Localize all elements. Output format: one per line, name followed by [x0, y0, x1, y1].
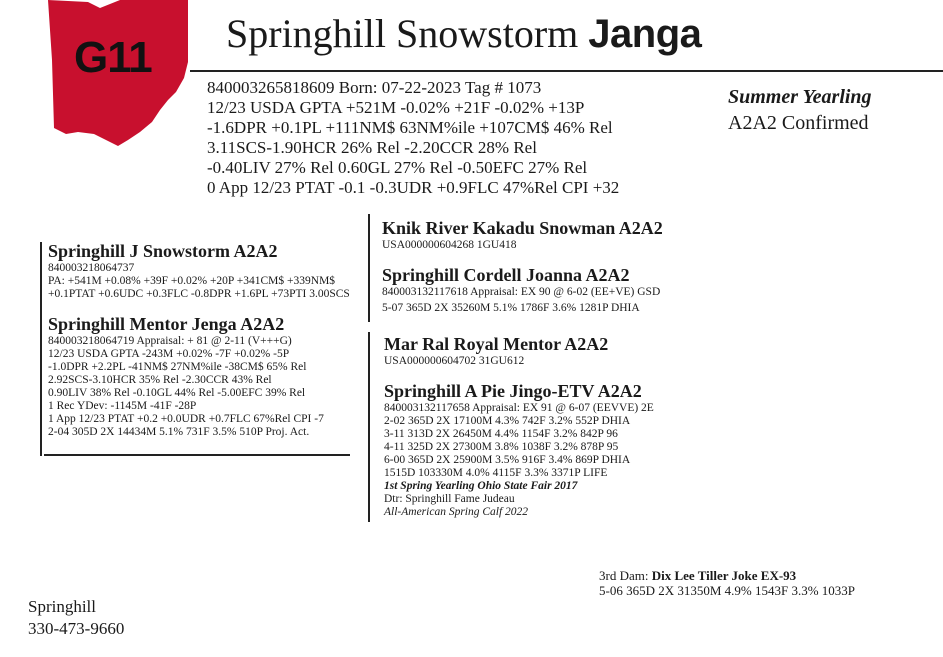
third-dam-name: Dix Lee Tiller Joke EX-93 — [651, 568, 797, 583]
dam-dam-name: Springhill A Pie Jingo-ETV A2A2 — [384, 381, 642, 401]
animal-info — [207, 78, 619, 198]
sire-dam-line: 5-07 365D 2X 35260M 5.1% 1786F 3.6% 1281P DHIA — [382, 302, 640, 314]
dam-dam-note: Dtr: Springhill Fame Judeau — [384, 493, 515, 505]
dam-line: 0.90LIV 38% Rel -0.10GL 44% Rel -5.00EFC 39% Rel — [48, 387, 306, 399]
sire-sire-line: USA000000604268 1GU418 — [382, 239, 517, 251]
sire-line: 840003218064737 — [48, 262, 135, 274]
third-dam-prefix: 3rd Dam: — [599, 568, 652, 583]
sire-dam-name: Springhill Cordell Joanna A2A2 — [382, 265, 630, 285]
sire-dam-block — [382, 264, 660, 315]
info-line: 3.11SCS-1.90HCR 26% Rel -2.20CCR 28% Rel — [207, 138, 537, 157]
sire-dam-line: 840003132117618 Appraisal: EX 90 @ 6-02 (EE+VE) GSD — [382, 286, 661, 298]
pedigree-bracket-left — [40, 242, 42, 456]
dam-dam-line: 3-11 313D 2X 26450M 4.4% 1154F 3.2% 842P 96 — [384, 428, 618, 440]
dam-underline — [44, 454, 350, 456]
dam-line: 12/23 USDA GPTA -243M +0.02% -7F +0.02% -5P — [48, 348, 290, 360]
a2a2-status: A2A2 Confirmed — [728, 112, 869, 134]
dam-dam-line: 4-11 325D 2X 27300M 3.8% 1038F 3.2% 878P 95 — [384, 441, 619, 453]
pedigree-bracket-dam — [368, 332, 370, 522]
dam-line: 1 Rec YDev: -1145M -41F -28P — [48, 400, 197, 412]
info-line: -0.40LIV 27% Rel 0.60GL 27% Rel -0.50EFC 27% Rel — [207, 158, 588, 177]
dam-dam-award2: All-American Spring Calf 2022 — [384, 506, 529, 518]
dam-sire-line: USA000000604702 31GU612 — [384, 355, 525, 367]
dam-sire-block — [384, 333, 608, 368]
dam-line: 1 App 12/23 PTAT +0.2 +0.0UDR +0.7FLC 67%Rel CPI -7 — [48, 413, 324, 425]
dam-dam-block — [384, 380, 654, 519]
dam-line: -1.0DPR +2.2PL -41NM$ 27NM%ile -38CM$ 65% Rel — [48, 361, 307, 373]
animal-name-bold: Janga — [588, 12, 702, 56]
animal-name-regular: Springhill Snowstorm — [226, 11, 589, 56]
class-label: Summer Yearling — [728, 86, 872, 108]
sire-sire-block — [382, 217, 663, 252]
sire-block — [48, 240, 350, 301]
sire-line: +0.1PTAT +0.6UDC +0.3FLC -0.8DPR +1.6PL +73PTI 3.00SCS — [48, 288, 350, 300]
info-line: 12/23 USDA GPTA +521M -0.02% +21F -0.02% +13P — [207, 98, 585, 117]
third-dam-block — [599, 568, 855, 598]
sire-sire-name: Knik River Kakadu Snowman A2A2 — [382, 218, 663, 238]
info-line: -1.6DPR +0.1PL +111NM$ 63NM%ile +107CM$ 46% Rel — [207, 118, 613, 137]
header-rule — [190, 70, 943, 72]
info-line: 0 App 12/23 PTAT -0.1 -0.3UDR +0.9FLC 47%Rel CPI +32 — [207, 178, 620, 197]
animal-title — [226, 12, 701, 56]
dam-sire-name: Mar Ral Royal Mentor A2A2 — [384, 334, 609, 354]
dam-block — [48, 313, 324, 439]
consignor-block — [28, 596, 124, 640]
sire-line: PA: +541M +0.08% +39F +0.02% +20P +341CM$ +339NM$ — [48, 275, 336, 287]
dam-line: 840003218064719 Appraisal: + 81 @ 2-11 (V+++G) — [48, 335, 292, 347]
dam-dam-line: 2-02 365D 2X 17100M 4.3% 742F 3.2% 552P DHIA — [384, 415, 631, 427]
pedigree-bracket-sire — [368, 214, 370, 322]
consignor-phone: 330-473-9660 — [28, 619, 125, 638]
dam-dam-line: 1515D 103330M 4.0% 4115F 3.3% 3371P LIFE — [384, 467, 608, 479]
sire-name: Springhill J Snowstorm A2A2 — [48, 241, 278, 261]
dam-line: 2-04 305D 2X 14434M 5.1% 731F 3.5% 510P Proj. Act. — [48, 426, 310, 438]
dam-dam-line: 6-00 365D 2X 25900M 3.5% 916F 3.4% 869P DHIA — [384, 454, 631, 466]
third-dam-line: 5-06 365D 2X 31350M 4.9% 1543F 3.3% 1033P — [599, 583, 856, 598]
dam-dam-award: 1st Spring Yearling Ohio State Fair 2017 — [384, 480, 578, 492]
dam-dam-line: 840003132117658 Appraisal: EX 91 @ 6-07 (EEVVE) 2E — [384, 402, 654, 414]
lot-number: G11 — [74, 33, 152, 82]
consignor-farm: Springhill — [28, 597, 97, 616]
dam-line: 2.92SCS-3.10HCR 35% Rel -2.30CCR 43% Rel — [48, 374, 272, 386]
info-line: 840003265818609 Born: 07-22-2023 Tag # 1073 — [207, 78, 542, 97]
dam-name: Springhill Mentor Jenga A2A2 — [48, 314, 285, 334]
